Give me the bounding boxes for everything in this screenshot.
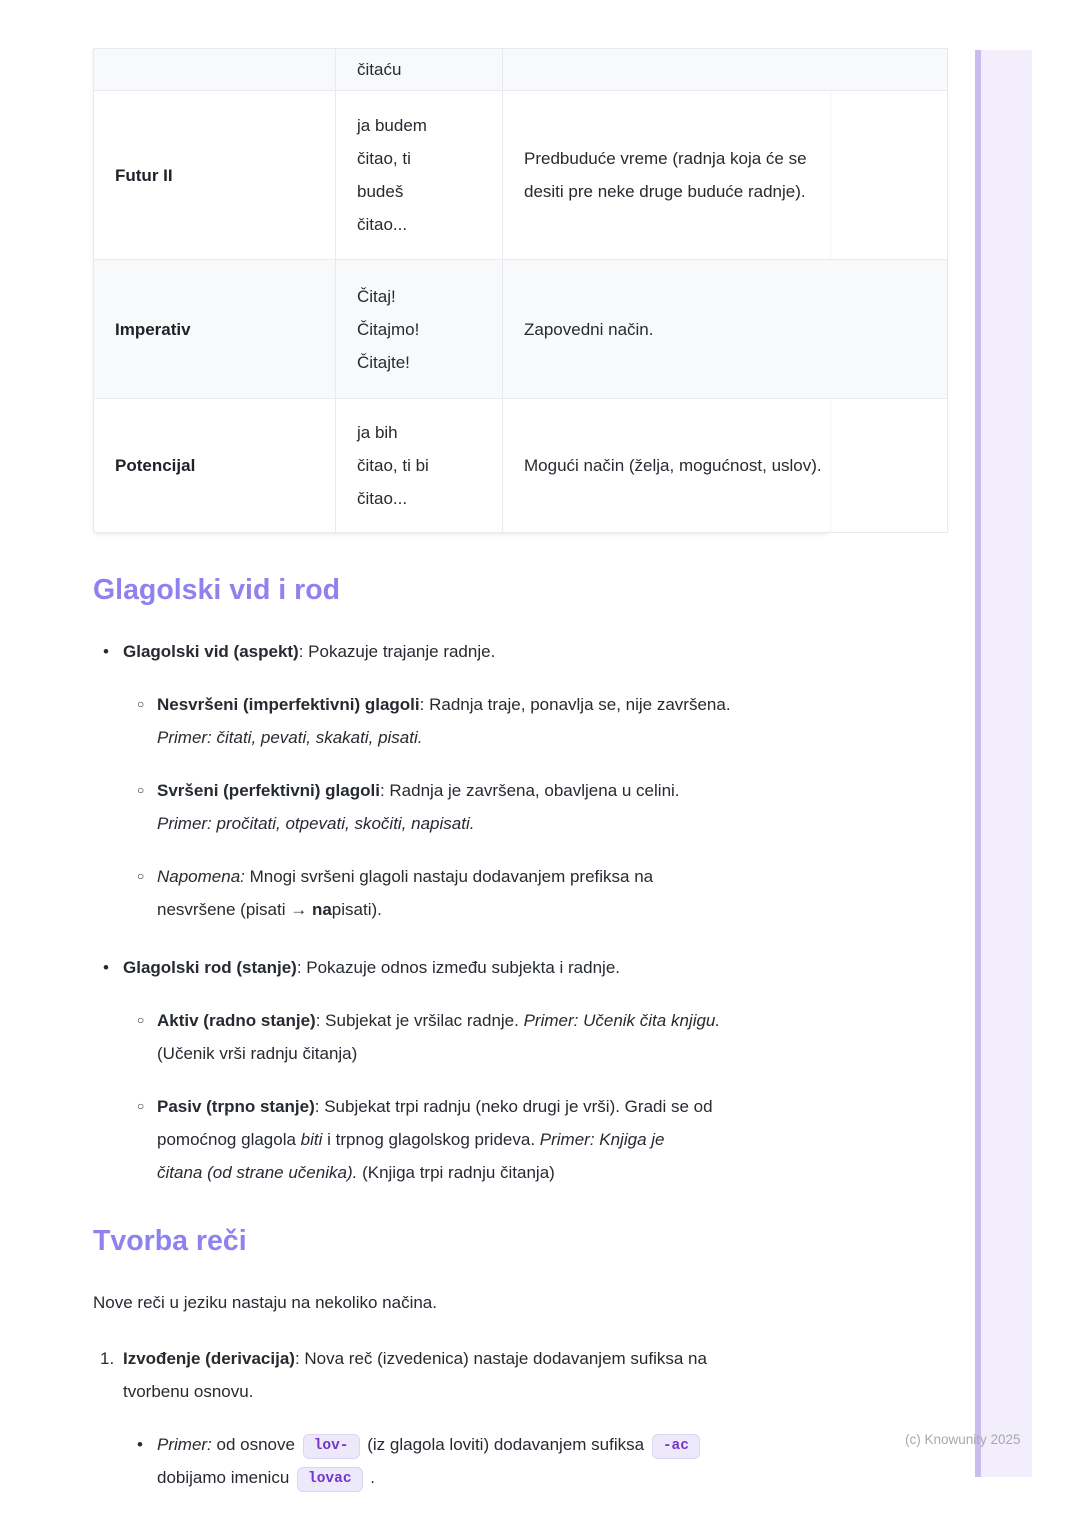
verb-tenses-table — [93, 48, 830, 533]
circle-bullet-icon: ○ — [137, 697, 145, 711]
list-item-text: Glagolski vid (aspekt): Pokazuje trajanje radnje. — [123, 642, 496, 661]
intro-paragraph: Nove reči u jeziku nastaju na nekoliko načina. — [93, 1293, 437, 1312]
list-item — [93, 1004, 830, 1070]
list-item — [93, 860, 830, 926]
tense-name-cell: Imperativ — [94, 260, 336, 399]
document-content — [93, 0, 830, 1514]
forms-cell: ja budem čitao, ti budeš čitao... — [336, 91, 503, 260]
page-edge-panel — [981, 50, 1032, 1477]
bullet-icon: • — [103, 958, 109, 977]
section-heading-glagolski-vid-i-rod: Glagolski vid i rod — [93, 574, 341, 606]
table-row-potencijal — [94, 399, 948, 533]
section-heading-tvorba-reci: Tvorba reči — [93, 1225, 247, 1257]
circle-bullet-icon: ○ — [137, 869, 145, 883]
list-item-text: Svršeni (perfektivni) glagoli: Radnja je završena, obavljena u celini. Primer: pročitati, otpevati, skočiti, napisati. — [157, 781, 680, 833]
list-item — [93, 1090, 830, 1189]
tense-name-cell — [94, 49, 336, 91]
description-cell: Predbuduće vreme (radnja koja će se desiti pre neke druge buduće radnje). — [503, 91, 948, 260]
list-item-text: Napomena: Mnogi svršeni glagoli nastaju dodavanjem prefiksa na nesvršene (pisati → napisati). — [157, 867, 654, 919]
forms-cell: Čitaj! Čitajmo! Čitajte! — [336, 260, 503, 399]
numbered-list-item — [93, 1342, 830, 1408]
forms-cell: ja bih čitao, ti bi čitao... — [336, 399, 503, 533]
copyright-watermark: (c) Knowunity 2025 — [905, 1432, 1021, 1447]
list-item — [93, 635, 830, 668]
page-edge-line — [975, 50, 981, 1477]
description-cell — [503, 49, 948, 91]
list-number: 1. — [100, 1349, 115, 1368]
circle-bullet-icon: ○ — [137, 783, 145, 797]
table-row-futur-ii — [94, 91, 948, 260]
tense-name-cell: Futur II — [94, 91, 336, 260]
list-item — [93, 1428, 830, 1494]
table-row-partial — [94, 49, 948, 91]
list-item-text: Izvođenje (derivacija): Nova reč (izvedenica) nastaje dodavanjem sufiksa na tvorbenu osnovu. — [123, 1349, 707, 1401]
circle-bullet-icon: ○ — [137, 1013, 145, 1027]
description-cell: Mogući način (želja, mogućnost, uslov). — [503, 399, 948, 533]
list-item — [93, 688, 830, 754]
list-item-text: Aktiv (radno stanje): Subjekat je vršilac radnje. Primer: Učenik čita knjigu. (Učenik vrši radnju čitanja) — [157, 1011, 721, 1063]
bullet-icon: • — [137, 1435, 143, 1454]
list-item-text: Nesvršeni (imperfektivni) glagoli: Radnja traje, ponavlja se, nije završena. Primer: čitati, pevati, skakati, pisati. — [157, 695, 731, 747]
bullet-icon: • — [103, 642, 109, 661]
tense-name-cell: Potencijal — [94, 399, 336, 533]
circle-bullet-icon: ○ — [137, 1099, 145, 1113]
forms-cell: čitaću — [336, 49, 503, 91]
list-item-text: Primer: od osnove lov- (iz glagola loviti) dodavanjem sufiksa -ac dobijamo imenicu lovac . — [157, 1428, 830, 1494]
list-item-text: Pasiv (trpno stanje): Subjekat trpi radnju (neko drugi je vrši). Gradi se od pomoćnog glagola biti i trpnog glagolskog prideva. Primer: Knjiga je čitana (od strane učenika). (Knjiga trpi radnju čitanja) — [157, 1097, 713, 1182]
list-item — [93, 951, 830, 984]
table-row-imperativ — [94, 260, 948, 399]
description-cell: Zapovedni način. — [503, 260, 948, 399]
list-item-text: Glagolski rod (stanje): Pokazuje odnos između subjekta i radnje. — [123, 958, 621, 977]
list-item — [93, 774, 830, 840]
